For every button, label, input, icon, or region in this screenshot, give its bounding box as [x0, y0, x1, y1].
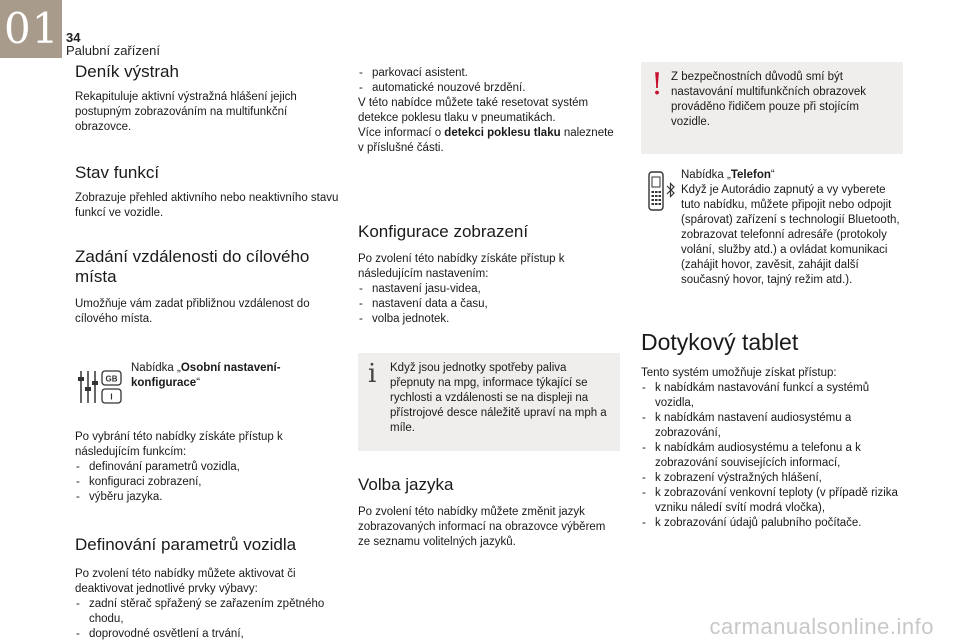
- list-item: - parkovací asistent.: [358, 66, 620, 81]
- page-number: 34: [66, 30, 81, 45]
- column-1: [75, 62, 345, 642]
- log-heading: Deník výstrah: [75, 62, 179, 81]
- phone-menu: [647, 168, 903, 292]
- phone-text: Když je Autorádio zapnutý a vy vyberete tuto nabídku, můžete připojit nebo odpojit (spárovat) zařízení s technologií Bluetooth, zobrazovat telefonní adresáře (protokoly volání, služby atd.) a ovládat komunikaci (zahájit hovor, zavěsit, zahájit další současný hovor, tajný režim atd.).: [681, 184, 900, 286]
- section-title: Palubní zařízení: [66, 43, 160, 58]
- tablet-heading: Dotykový tablet: [641, 329, 799, 355]
- status-text: Zobrazuje přehled aktivního nebo neaktivního stavu funkcí ve vozidle.: [75, 192, 339, 219]
- watermark: carmanualsonline.info: [709, 614, 934, 639]
- tablet-intro: Tento systém umožňuje získat přístup:: [641, 367, 837, 379]
- phone-menu-title: Nabídka „Telefon“: [681, 169, 775, 181]
- list-item: - volba jednotek.: [358, 312, 620, 327]
- display-heading: Konfigurace zobrazení: [358, 222, 529, 241]
- info-note: [358, 353, 620, 451]
- phone-bluetooth-icon: [647, 170, 681, 219]
- distance-heading: Zadání vzdálenosti do cílového místa: [75, 247, 310, 286]
- list-item: - doprovodné osvětlení a trvání,: [75, 627, 345, 642]
- personal-intro: Po vybrání této nabídky získáte přístup k následujícím funkcím:: [75, 431, 283, 458]
- list-item: - nastavení jasu-videa,: [358, 282, 620, 297]
- reset-text: V této nabídce můžete také resetovat systém detekce poklesu tlaku v pneumatikách.: [358, 97, 589, 124]
- status-heading: Stav funkcí: [75, 163, 160, 182]
- chapter-tab: [0, 0, 62, 58]
- list-item: - k zobrazení výstražných hlášení,: [641, 471, 903, 486]
- list-item: - k zobrazování venkovní teploty (v případě rizika vzniku náledí svítí modrá vločka),: [641, 486, 903, 516]
- warning-note: [641, 62, 903, 154]
- info-text: Když jsou jednotky spotřeby paliva přepnuty na mpg, informace týkající se rychlosti a vzdálenosti se na displeji na přístrojové desce náležitě upraví na mph a míle.: [390, 362, 607, 434]
- warning-icon: !: [651, 67, 664, 102]
- list-item: - zadní stěrač spřažený se zařazením zpětného chodu,: [75, 597, 345, 627]
- more-info-text: Více informací o detekci poklesu tlaku naleznete v příslušné části.: [358, 127, 614, 154]
- language-heading: Volba jazyka: [358, 475, 454, 494]
- list-item: - definování parametrů vozidla,: [75, 460, 345, 475]
- log-text: Rekapituluje aktivní výstražná hlášení jejich postupným zobrazováním na multifunkční obrazovce.: [75, 91, 297, 133]
- display-intro: Po zvolení této nabídky získáte přístup k následujícím nastavením:: [358, 253, 565, 280]
- column-2: [358, 62, 620, 554]
- params-heading: Definování parametrů vozidla: [75, 535, 297, 554]
- phone-menu-body: [681, 168, 903, 292]
- info-icon: i: [368, 359, 377, 389]
- chapter-number: 01: [4, 4, 60, 53]
- list-item: - k nabídkám nastavení audiosystému a zobrazování,: [641, 411, 903, 441]
- flag-i-label: I: [110, 392, 113, 402]
- settings-sliders-icon: [77, 367, 131, 412]
- list-item: - k nabídkám nastavování funkcí a systémů vozidla,: [641, 381, 903, 411]
- params-intro: Po zvolení této nabídky můžete aktivovat či deaktivovat jednotlivé prvky výbavy:: [75, 568, 296, 595]
- continued-list: [358, 66, 620, 96]
- list-item: - k nabídkám audiosystému a telefonu a k zobrazování souvisejících informací,: [641, 441, 903, 471]
- warning-text: Z bezpečnostních důvodů smí být nastavování multifunkčních obrazovek prováděno řidičem pouze při stojícím vozidle.: [671, 71, 866, 128]
- list-item: - výběru jazyka.: [75, 490, 345, 505]
- params-list: [75, 597, 345, 642]
- language-text: Po zvolení této nabídky můžete změnit jazyk zobrazovaných informací na obrazovce výběrem ze seznamu volitelných jazyků.: [358, 506, 606, 548]
- tablet-list: [641, 381, 903, 531]
- list-item: - automatické nouzové brzdění.: [358, 81, 620, 96]
- personal-menu-title: Nabídka „Osobní nastavení-konfigurace“: [131, 362, 281, 389]
- flag-gb-label: GB: [105, 374, 118, 384]
- list-item: - k zobrazování údajů palubního počítače.: [641, 516, 903, 531]
- list-item: - konfiguraci zobrazení,: [75, 475, 345, 490]
- personal-menu: [77, 361, 345, 412]
- list-item: - nastavení data a času,: [358, 297, 620, 312]
- column-3: [641, 62, 903, 531]
- distance-text: Umožňuje vám zadat přibližnou vzdálenost do cílového místa.: [75, 298, 310, 325]
- display-list: [358, 282, 620, 327]
- personal-list: [75, 460, 345, 505]
